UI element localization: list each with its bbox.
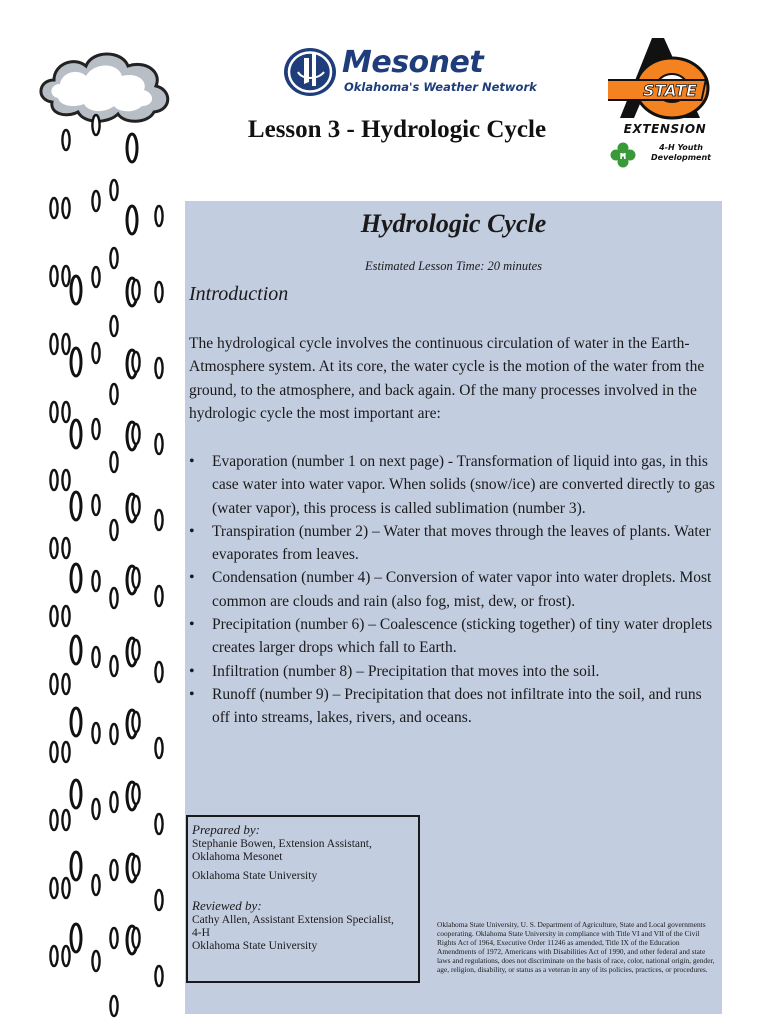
raindrop <box>155 206 162 226</box>
raindrop <box>92 495 99 515</box>
raindrop <box>62 946 69 966</box>
raindrops-group <box>50 115 162 1016</box>
raindrop <box>132 280 139 300</box>
intro-heading: Introduction <box>189 283 289 305</box>
reviewed-by-heading: Reviewed by: <box>192 897 262 913</box>
raindrop <box>62 674 69 694</box>
raindrop <box>110 860 117 880</box>
raindrop <box>132 712 139 732</box>
raindrop <box>110 180 117 200</box>
raindrop <box>132 424 139 444</box>
osu-brand-icon <box>608 32 722 124</box>
youth-development-label: 4-H Youth Development <box>651 143 711 162</box>
raindrop <box>155 510 162 530</box>
raindrop <box>50 266 57 286</box>
raindrop <box>92 723 99 743</box>
raindrop <box>50 674 57 694</box>
raindrop <box>50 878 57 898</box>
list-item: • Runoff (number 9) – Precipitation that does not infiltrate into the soil, and runs off into streams, lakes, rivers, and oceans. <box>189 683 718 730</box>
svg-text:STATE: STATE <box>643 81 697 100</box>
raindrop <box>62 810 69 830</box>
rain-illustration <box>0 0 185 1024</box>
raindrop <box>127 134 137 162</box>
reviewed-by-line: Cathy Allen, Assistant Extension Specialist, <box>192 913 394 926</box>
raindrop <box>92 875 99 895</box>
raindrop <box>110 384 117 404</box>
raindrop <box>92 647 99 667</box>
raindrop <box>155 358 162 378</box>
raindrop <box>50 742 57 762</box>
raindrop <box>50 810 57 830</box>
raindrop <box>92 343 99 363</box>
raindrop <box>132 352 139 372</box>
mesonet-tagline: Oklahoma's Weather Network <box>344 80 537 94</box>
raindrop <box>71 276 81 304</box>
raindrop <box>71 420 81 448</box>
raindrop <box>110 656 117 676</box>
list-item: • Evaporation (number 1 on next page) - Transformation of liquid into gas, in this case water into water vapor. When solids (snow/ice) are converted directly to gas (water vapor), this process is called sublimation (number 3). <box>189 450 718 520</box>
raindrop <box>71 492 81 520</box>
process-list <box>189 450 718 730</box>
raindrop <box>155 966 162 986</box>
raindrop <box>50 606 57 626</box>
raindrop <box>71 348 81 376</box>
raindrop <box>92 191 99 211</box>
raindrop <box>132 784 139 804</box>
lesson-title: Lesson 3 - Hydrologic Cycle <box>247 116 547 143</box>
mesonet-wordmark: Mesonet <box>342 45 484 80</box>
mesonet-logo <box>282 44 537 102</box>
raindrop <box>127 206 137 234</box>
raindrop <box>155 586 162 606</box>
raindrop <box>110 452 117 472</box>
raindrop <box>110 792 117 812</box>
raindrop <box>155 662 162 682</box>
raindrop <box>62 198 69 218</box>
raindrop <box>110 996 117 1016</box>
raindrop <box>50 538 57 558</box>
raindrop <box>62 402 69 422</box>
extension-wordmark: EXTENSION <box>623 122 707 136</box>
svg-text:H: H <box>619 152 627 161</box>
raindrop <box>71 924 81 952</box>
raindrop <box>110 928 117 948</box>
raindrop <box>92 419 99 439</box>
raindrop <box>50 198 57 218</box>
raindrop <box>92 951 99 971</box>
raindrop <box>132 496 139 516</box>
raindrop <box>92 267 99 287</box>
list-item: • Condensation (number 4) – Conversion of water vapor into water droplets. Most common are clouds and rain (also fog, mist, dew, or frost). <box>189 566 718 613</box>
mesonet-globe-icon <box>282 46 340 98</box>
raindrop <box>50 334 57 354</box>
prepared-by-line: Stephanie Bowen, Extension Assistant, <box>192 838 372 850</box>
raindrop <box>92 799 99 819</box>
raindrop <box>132 640 139 660</box>
raindrop <box>132 928 139 948</box>
raindrop <box>71 564 81 592</box>
raindrop <box>110 248 117 268</box>
raindrop <box>92 571 99 591</box>
raindrop <box>50 946 57 966</box>
raindrop <box>132 568 139 588</box>
raindrop <box>71 708 81 736</box>
credits-box <box>186 815 420 983</box>
raindrop <box>62 130 69 150</box>
raindrop <box>155 282 162 302</box>
intro-paragraph: The hydrological cycle involves the continuous circulation of water in the Earth-Atmosphere system. At its core, the water cycle is the motion of the water from the ground, to the atmosphere, and back again. Of the many processes involved in the hydrologic cycle the most important are: <box>189 335 705 422</box>
raindrop <box>155 738 162 758</box>
reviewed-by-line: Oklahoma State University <box>192 940 318 953</box>
list-item: • Precipitation (number 6) – Coalescence (sticking together) of tiny water droplets creates larger drops which fall to Earth. <box>189 613 718 660</box>
lesson-time: Estimated Lesson Time: 20 minutes <box>364 259 543 273</box>
raindrop <box>62 742 69 762</box>
raindrop <box>110 520 117 540</box>
prepared-by-line: Oklahoma State University <box>192 870 318 883</box>
raindrop <box>155 890 162 910</box>
raindrop <box>132 856 139 876</box>
reviewed-by-line: 4-H <box>192 926 210 939</box>
raindrop <box>62 878 69 898</box>
raindrop <box>155 434 162 454</box>
raindrop <box>110 316 117 336</box>
raindrop <box>62 470 69 490</box>
raindrop <box>62 334 69 354</box>
raindrop <box>50 402 57 422</box>
raindrop <box>155 814 162 834</box>
raindrop <box>62 538 69 558</box>
list-item: • Infiltration (number 8) – Precipitation that moves into the soil. <box>189 660 718 683</box>
raindrop <box>71 636 81 664</box>
list-item: • Transpiration (number 2) – Water that moves through the leaves of plants. Water evaporates from leaves. <box>189 520 718 567</box>
raindrop <box>110 588 117 608</box>
raindrop <box>62 606 69 626</box>
raindrop <box>110 724 117 744</box>
section-title: Hydrologic Cycle <box>360 209 547 238</box>
clover-icon <box>610 142 636 168</box>
raindrop <box>71 780 81 808</box>
raindrop <box>50 470 57 490</box>
raindrop <box>71 852 81 880</box>
osu-extension-logo <box>608 32 722 172</box>
prepared-by-heading: Prepared by: <box>192 822 260 837</box>
raindrop <box>92 115 99 135</box>
cloud-icon <box>41 54 168 121</box>
prepared-by-line: Oklahoma Mesonet <box>192 851 283 864</box>
legal-notice: Oklahoma State University, U. S. Department of Agriculture, State and Local governments cooperating. Oklahoma State University in compliance with Title VI and VII of the Civil Rights Act of 1964, Executive Order 11246 as amended, Title IX of the Education Amendments of 1972, Americans with Disabilities Act of 1990, and other federal and state laws and regulations, does not discriminate on the basis of race, color, national origin, gender, age, religion, disability, or status as a veteran in any of its policies, practices, or procedures. <box>437 920 715 975</box>
raindrop <box>62 266 69 286</box>
